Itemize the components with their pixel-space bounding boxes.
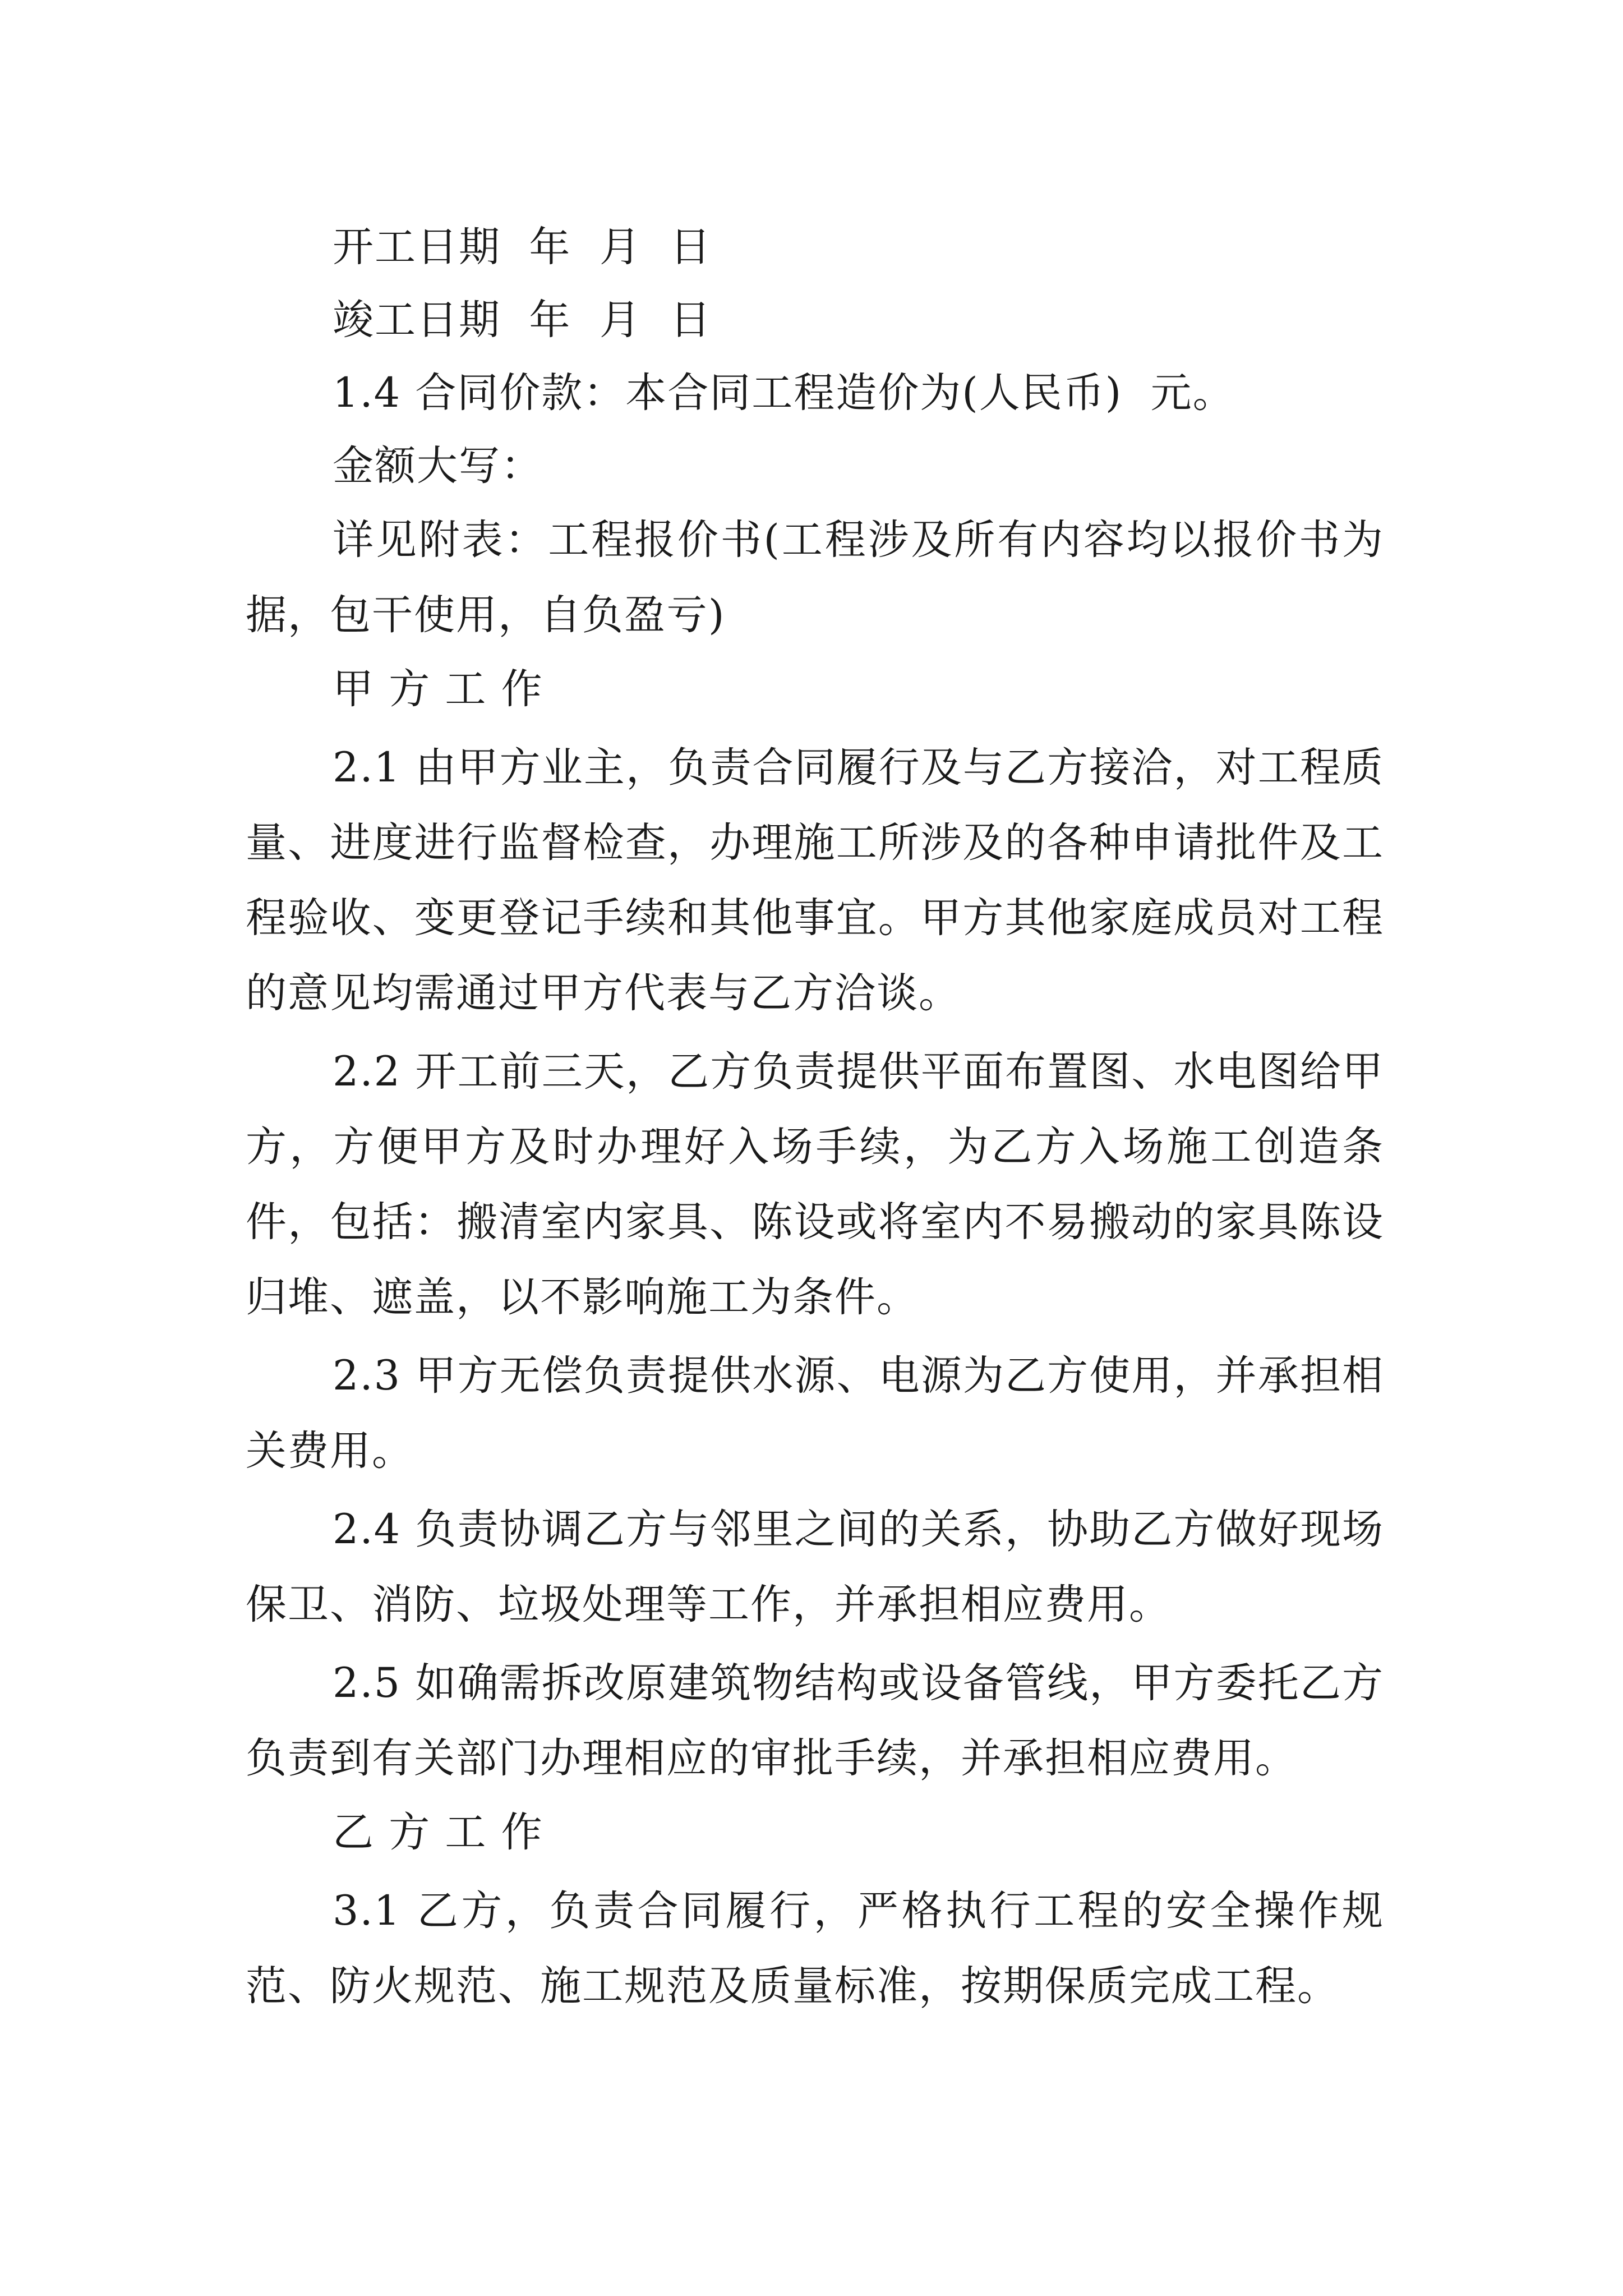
attachment-paragraph: 详见附表：工程报价书(工程涉及所有内容均以报价书为据，包干使用，自负盈亏) xyxy=(246,516,1384,639)
clause-2-2: 2.2 开工前三天，乙方负责提供平面布置图、水电图给甲方，方便甲方及时办理好入场手续，为乙方入场施工创造条件，包括：搬清室内家具、陈设或将室内不易搬动的家具陈设归堆、遮盖，以不影响施工为条件。 xyxy=(246,1048,1384,1321)
clause-2-3: 2.3 甲方无偿负责提供水源、电源为乙方使用，并承担相关费用。 xyxy=(246,1352,1384,1475)
clause-2-5: 2.5 如确需拆改原建筑物结构或设备管线，甲方委托乙方负责到有关部门办理相应的审批手续，并承担相应费用。 xyxy=(246,1659,1384,1782)
clause-2-4: 2.4 负责协调乙方与邻里之间的关系，协助乙方做好现场保卫、消防、垃圾处理等工作，并承担相应费用。 xyxy=(246,1506,1384,1628)
document-body xyxy=(246,211,1384,2024)
amount-in-words-line: 金额大写： xyxy=(333,442,543,490)
end-date-line: 竣工日期 年 月 日 xyxy=(333,296,712,344)
clause-2-1: 2.1 由甲方业主，负责合同履行及与乙方接洽，对工程质量、进度进行监督检查，办理施工所涉及的各种申请批件及工程验收、变更登记手续和其他事宜。甲方其他家庭成员对工程的意见均需通过甲方代表与乙方洽谈。 xyxy=(246,744,1384,1017)
party-a-heading: 甲 方 工 作 xyxy=(333,665,543,713)
party-b-heading: 乙 方 工 作 xyxy=(333,1809,543,1856)
start-date-line: 开工日期 年 月 日 xyxy=(333,223,712,271)
clause-3-1: 3.1 乙方，负责合同履行，严格执行工程的安全操作规范、防火规范、施工规范及质量标准，按期保质完成工程。 xyxy=(246,1887,1384,2010)
contract-price-line: 1.4 合同价款：本合同工程造价为(人民币) 元。 xyxy=(333,369,1235,417)
